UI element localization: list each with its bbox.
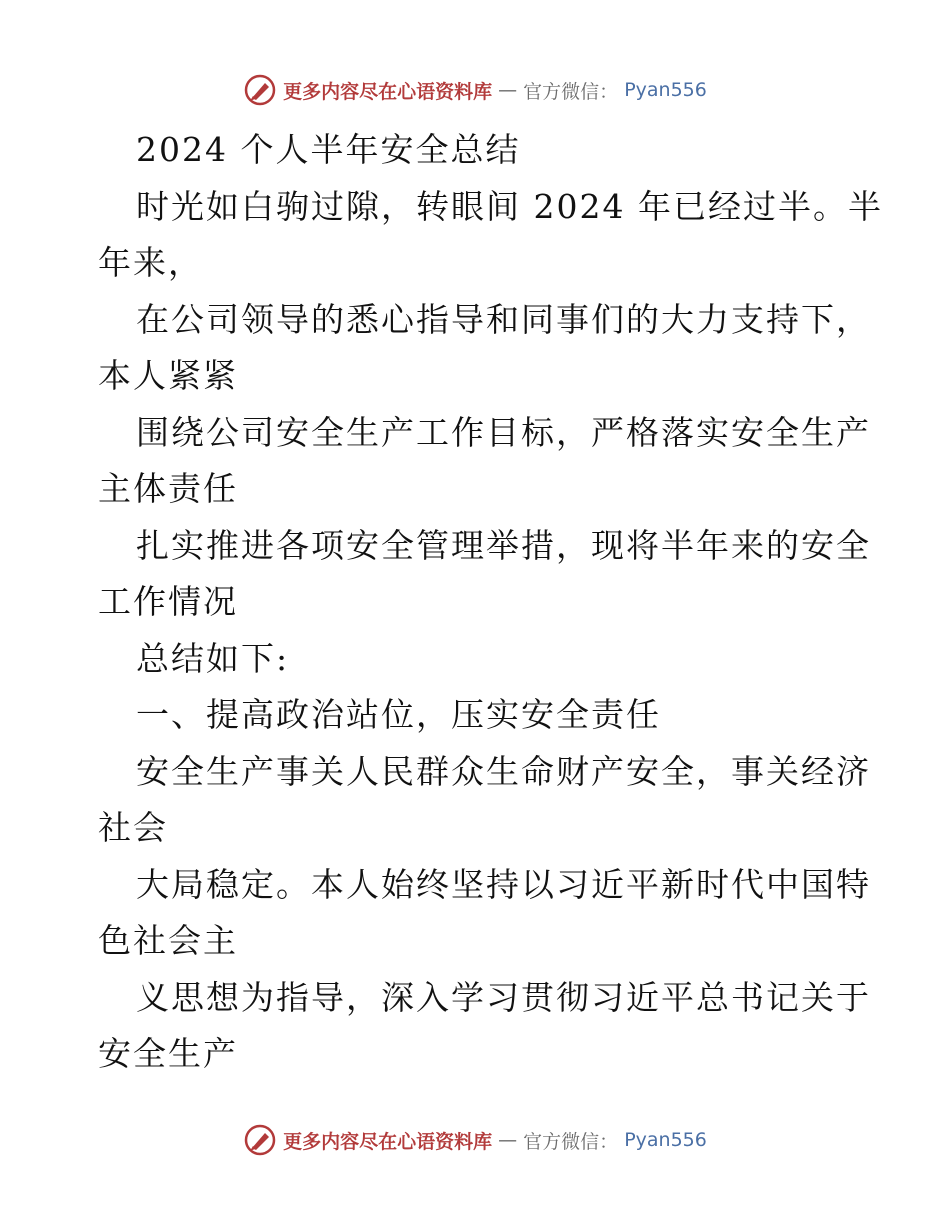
banner-wechat-id: Pyan556 <box>624 79 707 101</box>
document-text-line: 本人紧紧 <box>98 356 238 395</box>
document-text-line: 安全生产 <box>98 1034 238 1073</box>
pen-nib-logo-icon <box>243 1123 277 1157</box>
banner-dash: — <box>498 1129 518 1151</box>
banner-dash: — <box>498 79 518 101</box>
document-text-line: 扎实推进各项安全管理举措，现将半年来的安全 <box>136 525 871 565</box>
document-title: 2024 个人半年安全总结 <box>136 130 521 169</box>
header-watermark-banner <box>0 72 950 108</box>
banner-wechat-label: 官方微信： <box>523 80 619 103</box>
document-text-line: 时光如白驹过隙，转眼间 2024 年已经过半。半 <box>136 186 883 226</box>
document-text-line: 主体责任 <box>98 469 238 508</box>
document-body <box>98 122 883 1083</box>
pen-nib-logo-icon <box>243 73 277 107</box>
document-text-line: 围绕公司安全生产工作目标，严格落实安全生产 <box>136 412 871 452</box>
banner-wechat-id: Pyan556 <box>624 1129 707 1151</box>
document-text-line: 年来， <box>98 243 203 282</box>
document-text-line: 一、提高政治站位，压实安全责任 <box>136 695 661 734</box>
document-text-line: 大局稳定。本人始终坚持以习近平新时代中国特 <box>136 864 871 904</box>
document-text-line: 社会 <box>98 808 168 847</box>
document-text-line: 安全生产事关人民群众生命财产安全，事关经济 <box>136 751 871 791</box>
banner-main-text: 更多内容尽在心语资料库 <box>283 1130 493 1153</box>
banner-main-text: 更多内容尽在心语资料库 <box>283 80 493 103</box>
banner-wechat-label: 官方微信： <box>523 1130 619 1153</box>
footer-watermark-banner <box>0 1122 950 1158</box>
document-text-line: 工作情况 <box>98 582 238 621</box>
document-text-line: 在公司领导的悉心指导和同事们的大力支持下， <box>136 299 871 339</box>
document-text-line: 义思想为指导，深入学习贯彻习近平总书记关于 <box>136 977 871 1017</box>
document-text-line: 色社会主 <box>98 921 238 960</box>
document-text-line: 总结如下: <box>136 638 290 678</box>
